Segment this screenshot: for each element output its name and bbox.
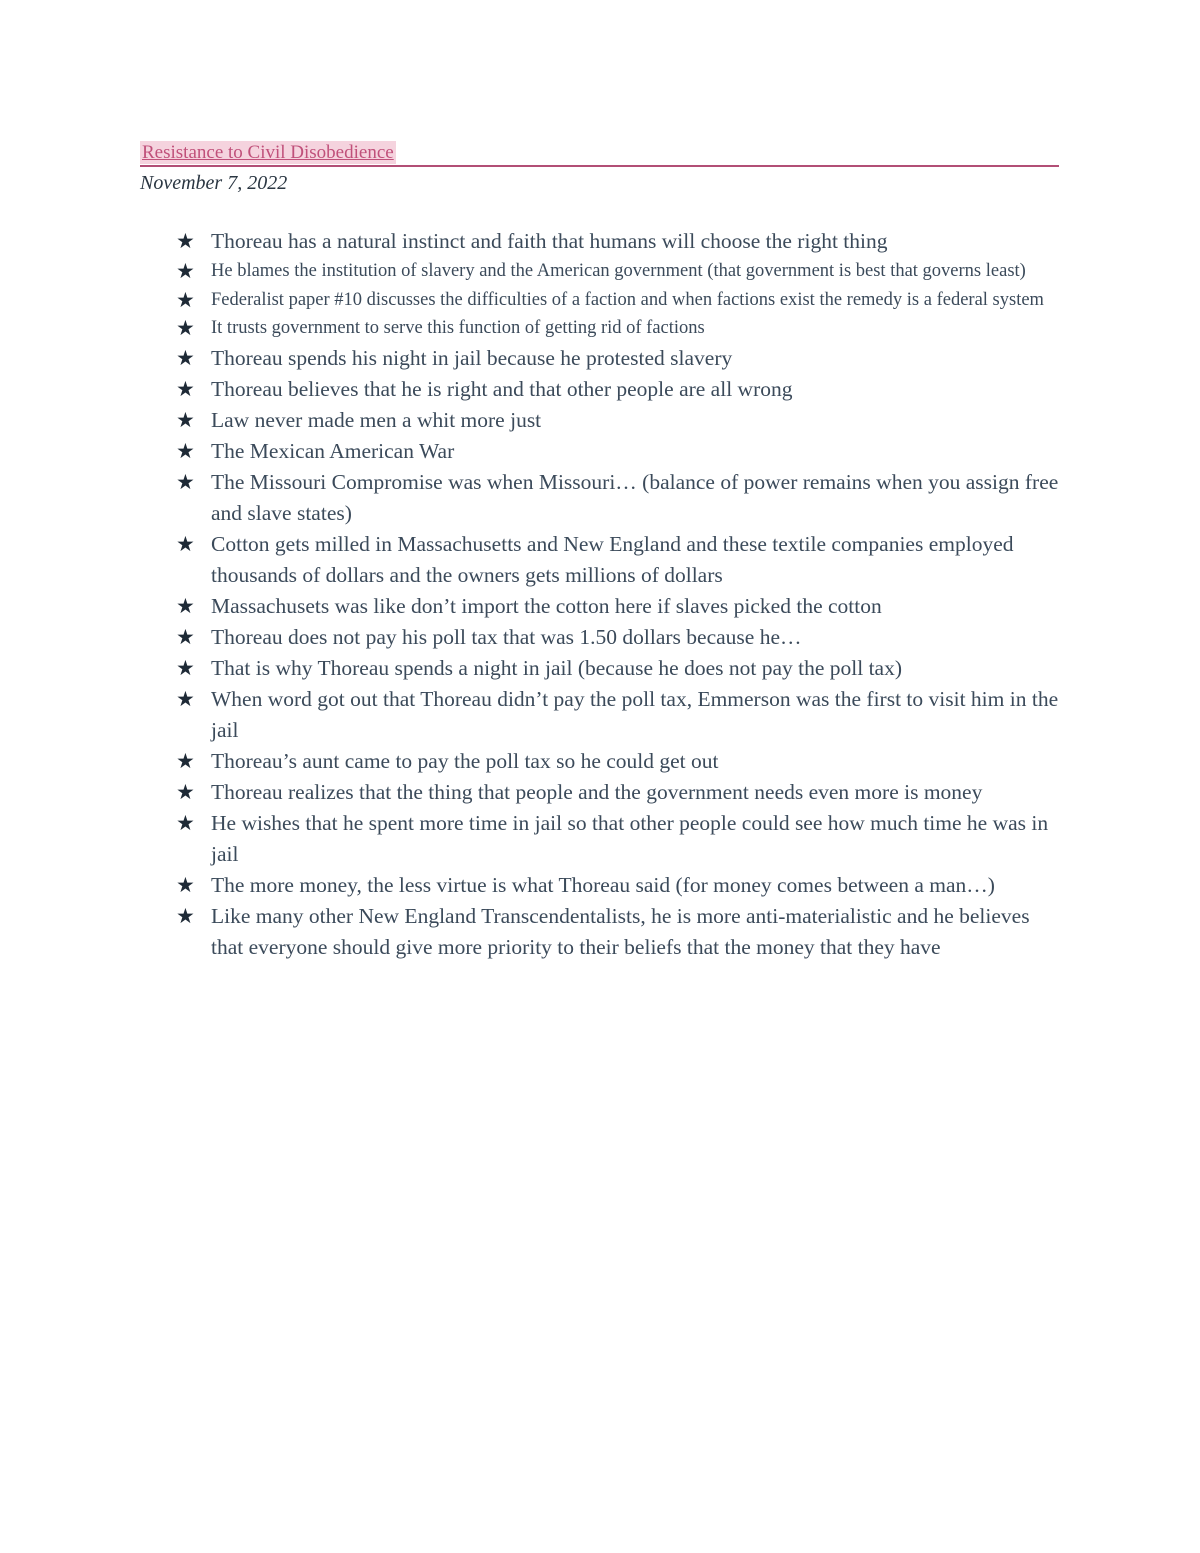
- note-item: [176, 257, 1066, 286]
- note-item: [176, 374, 1066, 405]
- document-title: Resistance to Civil Disobedience: [142, 142, 394, 163]
- note-text: Thoreau has a natural instinct and faith that humans will choose the right thing: [211, 229, 888, 253]
- star-icon: ★: [176, 408, 195, 433]
- star-icon: ★: [176, 316, 195, 341]
- note-item: [176, 226, 1066, 257]
- note-text: When word got out that Thoreau didn’t pay the poll tax, Emmerson was the first to visit him in the jail: [211, 687, 1059, 743]
- note-item: [176, 314, 1066, 343]
- star-icon: ★: [176, 229, 195, 253]
- star-icon: ★: [176, 377, 195, 402]
- note-text: The more money, the less virtue is what Thoreau said (for money comes between a man…): [211, 873, 995, 898]
- note-text: Cotton gets milled in Massachusetts and New England and these textile companies employed thousands of dollars and the owners gets millions of dollars: [211, 532, 1014, 588]
- note-item: [176, 591, 1066, 622]
- note-text: The Missouri Compromise was when Missouri… (balance of power remains when you assign free and slave states): [211, 470, 1059, 526]
- note-item: [176, 436, 1066, 467]
- star-icon: ★: [176, 594, 195, 619]
- document-date: November 7, 2022: [140, 172, 288, 194]
- note-item: [176, 467, 1066, 529]
- note-item: [176, 870, 1066, 901]
- star-icon: ★: [176, 287, 195, 312]
- star-icon: ★: [176, 687, 195, 712]
- star-icon: ★: [176, 656, 195, 681]
- note-item: [176, 405, 1066, 436]
- note-item: [176, 684, 1066, 746]
- note-text: Thoreau’s aunt came to pay the poll tax so he could get out: [211, 749, 719, 774]
- note-text: Thoreau believes that he is right and that other people are all wrong: [211, 377, 793, 402]
- star-icon: ★: [176, 470, 195, 495]
- note-item: [176, 808, 1066, 870]
- star-icon: ★: [176, 904, 195, 929]
- note-text: He blames the institution of slavery and the American government (that government is best that governs least): [211, 261, 1026, 281]
- note-item: [176, 343, 1066, 374]
- star-icon: ★: [176, 346, 195, 371]
- star-icon: ★: [176, 873, 195, 898]
- note-item: [176, 653, 1066, 684]
- note-item: [176, 286, 1066, 315]
- note-text: Thoreau does not pay his poll tax that was 1.50 dollars because he…: [211, 625, 802, 650]
- note-item: [176, 529, 1066, 591]
- star-icon: ★: [176, 259, 195, 283]
- note-text: Thoreau realizes that the thing that people and the government needs even more is money: [211, 780, 983, 805]
- note-item: [176, 901, 1066, 963]
- star-icon: ★: [176, 625, 195, 650]
- note-text: It trusts government to serve this function of getting rid of factions: [211, 318, 705, 339]
- notes-list: [176, 226, 1066, 963]
- star-icon: ★: [176, 780, 195, 805]
- note-item: [176, 622, 1066, 653]
- note-item: [176, 746, 1066, 777]
- star-icon: ★: [176, 811, 195, 836]
- note-text: The Mexican American War: [211, 439, 455, 464]
- note-text: Like many other New England Transcendentalists, he is more anti-materialistic and he believes that everyone should give more priority to their beliefs that the money that they have: [211, 904, 1030, 960]
- star-icon: ★: [176, 749, 195, 774]
- note-text: Federalist paper #10 discusses the difficulties of a faction and when factions exist the remedy is a federal system: [211, 289, 1044, 310]
- note-item: [176, 777, 1066, 808]
- note-text: Massachusets was like don’t import the cotton here if slaves picked the cotton: [211, 594, 882, 619]
- star-icon: ★: [176, 532, 195, 557]
- note-text: That is why Thoreau spends a night in jail (because he does not pay the poll tax): [211, 656, 903, 681]
- note-text: Law never made men a whit more just: [211, 408, 542, 433]
- star-icon: ★: [176, 439, 195, 464]
- note-text: Thoreau spends his night in jail because he protested slavery: [211, 346, 733, 371]
- note-text: He wishes that he spent more time in jail so that other people could see how much time he was in jail: [211, 811, 1049, 867]
- title-heading-row: [140, 141, 1059, 167]
